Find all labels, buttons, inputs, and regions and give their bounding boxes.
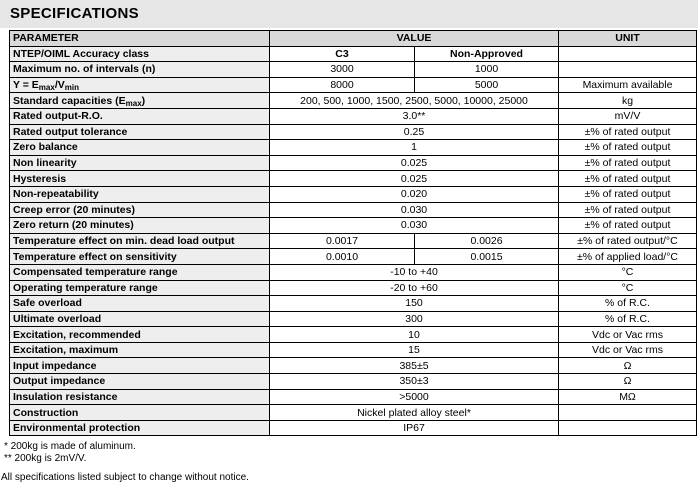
table-row <box>10 93 697 109</box>
footnotes <box>4 441 136 465</box>
unit-cell: Vdc or Vac rms <box>559 327 697 343</box>
unit-cell: °C <box>559 280 697 296</box>
label-part: Y = E <box>13 79 39 92</box>
unit-cell: Maximum available <box>559 77 697 93</box>
value-cell: 0.030 <box>270 202 559 218</box>
value-cell: 0.0017 <box>270 233 415 249</box>
value-cell: 0.0015 <box>415 249 559 265</box>
label-subscript: max <box>125 98 142 108</box>
table-row <box>10 296 697 312</box>
table-row <box>10 374 697 390</box>
value-cell: 0.25 <box>270 124 559 140</box>
param-label: Rated output tolerance <box>10 124 270 140</box>
value-cell: Non-Approved <box>415 46 559 62</box>
unit-cell <box>559 405 697 421</box>
unit-cell: kg <box>559 93 697 109</box>
label-part: ) <box>141 94 146 107</box>
param-label: Maximum no. of intervals (n) <box>10 62 270 78</box>
param-label: Construction <box>10 405 270 421</box>
param-label: Compensated temperature range <box>10 264 270 280</box>
value-cell: 0.020 <box>270 186 559 202</box>
value-cell: IP67 <box>270 420 559 436</box>
table-row <box>10 358 697 374</box>
value-cell: 8000 <box>270 77 415 93</box>
unit-cell: ±% of rated output <box>559 124 697 140</box>
value-cell: 3000 <box>270 62 415 78</box>
param-label: Temperature effect on min. dead load output <box>10 233 270 249</box>
table-row <box>10 62 697 78</box>
table-row <box>10 46 697 62</box>
unit-cell: ±% of rated output <box>559 155 697 171</box>
param-label: Excitation, recommended <box>10 327 270 343</box>
unit-cell: Ω <box>559 374 697 390</box>
param-label <box>10 77 270 93</box>
param-label: Creep error (20 minutes) <box>10 202 270 218</box>
header-value: VALUE <box>270 31 559 47</box>
table-row <box>10 202 697 218</box>
param-label: Temperature effect on sensitivity <box>10 249 270 265</box>
specifications-table <box>9 30 697 436</box>
unit-cell: °C <box>559 264 697 280</box>
unit-cell <box>559 62 697 78</box>
value-cell: 385±5 <box>270 358 559 374</box>
unit-cell: ±% of rated output <box>559 171 697 187</box>
disclaimer: All specifications listed subject to change without notice. <box>1 472 249 483</box>
page-title: SPECIFICATIONS <box>10 5 139 22</box>
unit-cell: % of R.C. <box>559 296 697 312</box>
unit-cell: % of R.C. <box>559 311 697 327</box>
table-row <box>10 108 697 124</box>
param-label: Zero balance <box>10 140 270 156</box>
value-cell: 0.0010 <box>270 249 415 265</box>
value-cell: C3 <box>270 46 415 62</box>
value-cell: 15 <box>270 342 559 358</box>
label-part: Standard capacities (E <box>13 94 126 107</box>
table-row <box>10 233 697 249</box>
label-subscript: min <box>64 83 79 93</box>
unit-cell <box>559 46 697 62</box>
table-row <box>10 311 697 327</box>
param-label: Ultimate overload <box>10 311 270 327</box>
value-cell: 3.0** <box>270 108 559 124</box>
unit-cell: mV/V <box>559 108 697 124</box>
value-cell: -10 to +40 <box>270 264 559 280</box>
param-label: Non linearity <box>10 155 270 171</box>
footnote: ** 200kg is 2mV/V. <box>4 453 87 464</box>
unit-cell: Ω <box>559 358 697 374</box>
table-row <box>10 280 697 296</box>
table-row <box>10 218 697 234</box>
label-part: /V <box>54 79 65 92</box>
value-cell: 0.030 <box>270 218 559 234</box>
value-cell: 10 <box>270 327 559 343</box>
table-row <box>10 327 697 343</box>
table-row <box>10 124 697 140</box>
table-row <box>10 155 697 171</box>
table-row <box>10 420 697 436</box>
value-cell: 0.025 <box>270 171 559 187</box>
label-subscript: max <box>38 83 55 93</box>
header-unit: UNIT <box>559 31 697 47</box>
param-label: Excitation, maximum <box>10 342 270 358</box>
value-cell: -20 to +60 <box>270 280 559 296</box>
table-row <box>10 389 697 405</box>
value-cell: 1 <box>270 140 559 156</box>
table-row <box>10 342 697 358</box>
header-row <box>10 31 697 47</box>
value-cell: >5000 <box>270 389 559 405</box>
param-label: Non-repeatability <box>10 186 270 202</box>
value-cell: 300 <box>270 311 559 327</box>
unit-cell: ±% of rated output <box>559 218 697 234</box>
table-row <box>10 140 697 156</box>
table-row <box>10 77 697 93</box>
value-cell: 200, 500, 1000, 1500, 2500, 5000, 10000, 25000 <box>270 93 559 109</box>
param-label: Rated output-R.O. <box>10 108 270 124</box>
footnote: * 200kg is made of aluminum. <box>4 441 136 452</box>
param-label: Input impedance <box>10 358 270 374</box>
value-cell: 0.0026 <box>415 233 559 249</box>
param-label: Zero return (20 minutes) <box>10 218 270 234</box>
param-label: Hysteresis <box>10 171 270 187</box>
table-row <box>10 264 697 280</box>
unit-cell: MΩ <box>559 389 697 405</box>
header-parameter: PARAMETER <box>10 31 270 47</box>
param-label: Safe overload <box>10 296 270 312</box>
unit-cell: ±% of rated output/°C <box>559 233 697 249</box>
param-label: Insulation resistance <box>10 389 270 405</box>
param-label: Operating temperature range <box>10 280 270 296</box>
unit-cell: ±% of rated output <box>559 202 697 218</box>
unit-cell: Vdc or Vac rms <box>559 342 697 358</box>
value-cell: 1000 <box>415 62 559 78</box>
table-row <box>10 186 697 202</box>
param-label: Environmental protection <box>10 420 270 436</box>
unit-cell: ±% of rated output <box>559 140 697 156</box>
param-label: NTEP/OIML Accuracy class <box>10 46 270 62</box>
value-cell: 150 <box>270 296 559 312</box>
value-cell: 350±3 <box>270 374 559 390</box>
unit-cell <box>559 420 697 436</box>
table-row <box>10 405 697 421</box>
value-cell: Nickel plated alloy steel* <box>270 405 559 421</box>
unit-cell: ±% of rated output <box>559 186 697 202</box>
title-bar <box>0 0 698 28</box>
param-label <box>10 93 270 109</box>
table-row <box>10 171 697 187</box>
table-row <box>10 249 697 265</box>
param-label: Output impedance <box>10 374 270 390</box>
value-cell: 0.025 <box>270 155 559 171</box>
unit-cell: ±% of applied load/°C <box>559 249 697 265</box>
value-cell: 5000 <box>415 77 559 93</box>
